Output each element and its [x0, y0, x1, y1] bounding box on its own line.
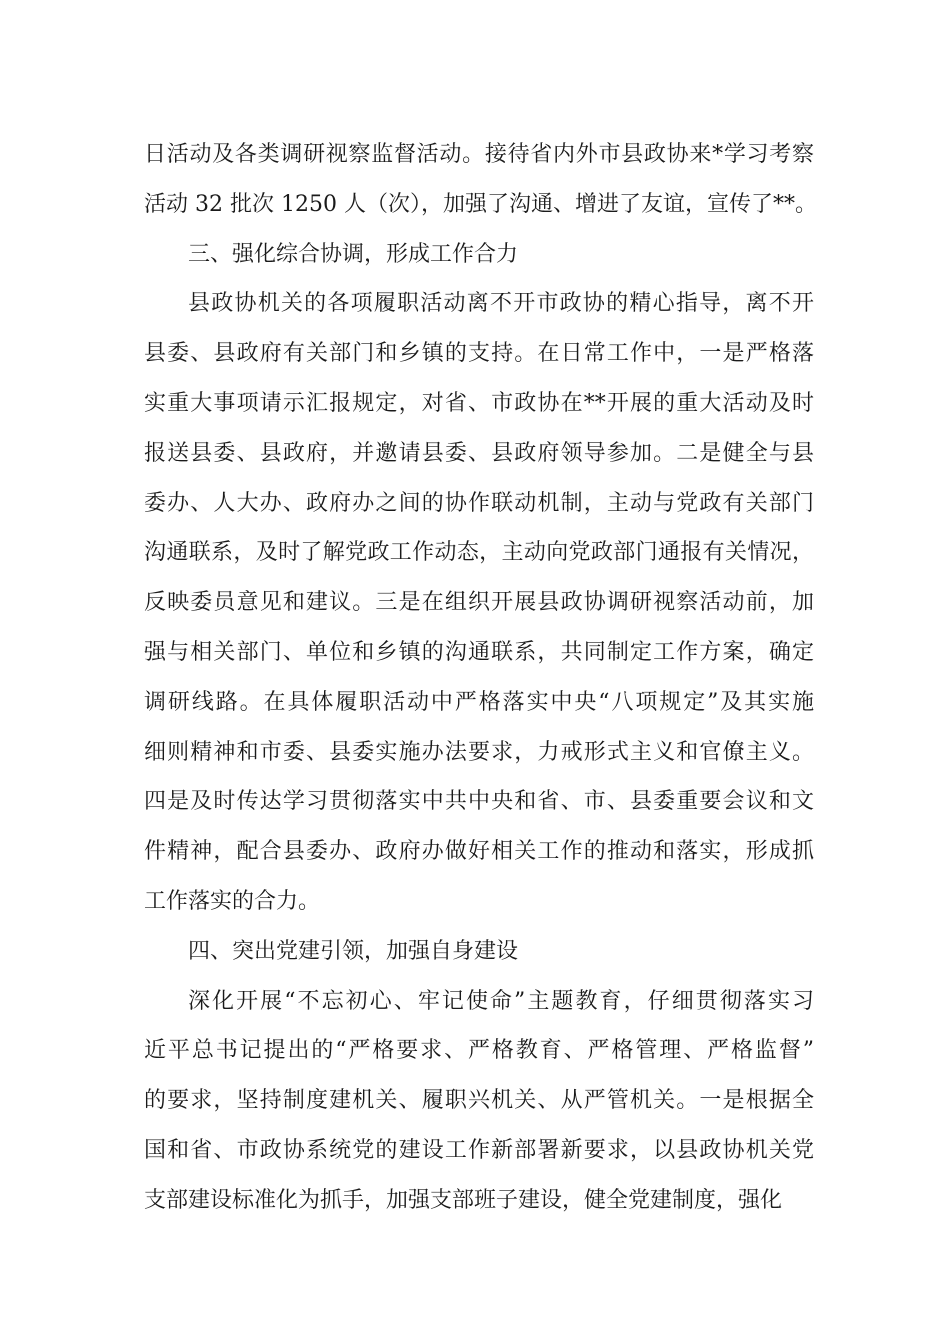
text-line: 报送县委、县政府，并邀请县委、县政府领导参加。二是健全与县 — [144, 440, 814, 466]
body-paragraph — [144, 977, 814, 1226]
body-paragraph — [144, 279, 814, 926]
text-line: 委办、人大办、政府办之间的协作联动机制，主动与党政有关部门 — [144, 490, 814, 516]
text-line: 实重大事项请示汇报规定，对省、市政协在**开展的重大活动及时 — [144, 390, 814, 416]
text-line: 工作落实的合力。 — [144, 888, 321, 914]
text-line: 县委、县政府有关部门和乡镇的支持。在日常工作中，一是严格落 — [144, 341, 814, 367]
text-line: 强与相关部门、单位和乡镇的沟通联系，共同制定工作方案，确定 — [144, 639, 814, 665]
text-line: 的要求，坚持制度建机关、履职兴机关、从严管机关。一是根据全 — [144, 1088, 814, 1114]
text-line: 活动 32 批次 1250 人（次），加强了沟通、增进了友谊，宣传了**。 — [144, 191, 817, 217]
text-line: 国和省、市政协系统党的建设工作新部署新要求，以县政协机关党 — [144, 1137, 814, 1163]
text-line: 深化开展“不忘初心、牢记使命”主题教育，仔细贯彻落实习 — [188, 988, 814, 1014]
text-line: 三、强化综合协调，形成工作合力 — [188, 241, 519, 267]
section-heading — [144, 230, 814, 280]
section-heading — [144, 927, 814, 977]
text-line: 近平总书记提出的“严格要求、严格教育、严格管理、严格监督” — [144, 1038, 814, 1064]
text-line: 四、突出党建引领，加强自身建设 — [188, 938, 519, 964]
text-line: 细则精神和市委、县委实施办法要求，力戒形式主义和官僚主义。 — [144, 739, 814, 765]
text-line: 支部建设标准化为抓手，加强支部班子建设，健全党建制度，强化 — [144, 1187, 783, 1213]
text-line: 件精神，配合县委办、政府办做好相关工作的推动和落实，形成抓 — [144, 839, 814, 865]
body-paragraph — [144, 130, 817, 230]
text-line: 四是及时传达学习贯彻落实中共中央和省、市、县委重要会议和文 — [144, 789, 814, 815]
document-body — [144, 130, 817, 1226]
text-line: 日活动及各类调研视察监督活动。接待省内外市县政协来*学习考察 — [144, 142, 814, 167]
text-line: 反映委员意见和建议。三是在组织开展县政协调研视察活动前，加 — [144, 590, 814, 616]
text-line: 县政协机关的各项履职活动离不开市政协的精心指导，离不开 — [188, 291, 814, 317]
text-line: 调研线路。在具体履职活动中严格落实中央“八项规定”及其实施 — [144, 689, 814, 715]
text-line: 沟通联系，及时了解党政工作动态，主动向党政部门通报有关情况， — [144, 540, 814, 566]
